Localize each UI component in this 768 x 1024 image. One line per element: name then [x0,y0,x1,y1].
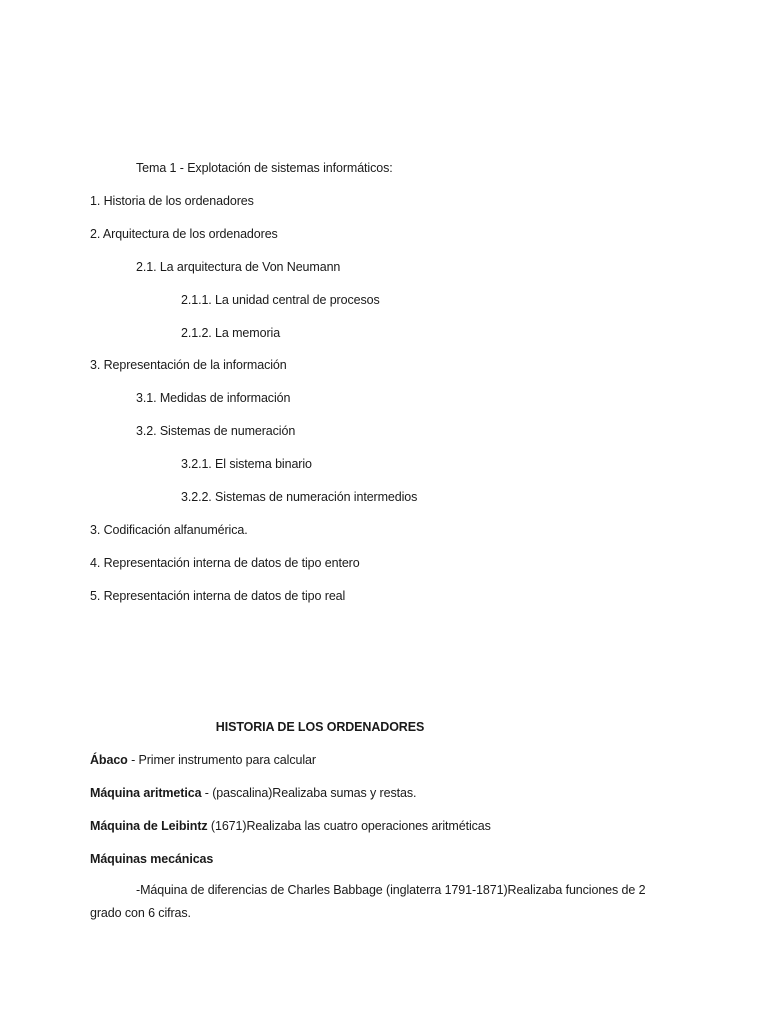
toc-title: Tema 1 - Explotación de sistemas informáticos: [136,161,393,175]
entry-term: Máquinas mecánicas [90,852,214,866]
entry-term: Máquina de Leibintz [90,819,208,833]
toc-item-5: 5. Representación interna de datos de tipo real [90,589,346,603]
entry-abaco [90,752,316,768]
toc-item-3: 3. Representación de la información [90,358,287,372]
entry-maquina-leibintz [90,818,491,834]
toc-item-3-2: 3.2. Sistemas de numeración [136,424,296,438]
entry-maquina-aritmetica [90,785,416,801]
toc-item-3-2-1: 3.2.1. El sistema binario [181,457,312,471]
entry-term: Máquina aritmetica [90,786,202,800]
toc-item-3-1: 3.1. Medidas de información [136,391,291,405]
entry-term: Ábaco [90,753,128,767]
entry-desc: - Primer instrumento para calcular [127,753,316,767]
toc-item-2-1-2: 2.1.2. La memoria [181,326,281,340]
toc-item-2-1-1: 2.1.1. La unidad central de procesos [181,293,380,307]
toc-item-codificacion: 3. Codificación alfanumérica. [90,523,248,537]
toc-item-3-2-2: 3.2.2. Sistemas de numeración intermedios [181,490,418,504]
entry-desc: - (pascalina)Realizaba sumas y restas. [201,786,417,800]
section-heading: HISTORIA DE LOS ORDENADORES [215,720,425,734]
babbage-paragraph: -Máquina de diferencias de Charles Babbage (inglaterra 1791-1871)Realizaba funciones de 2 grado con 6 cifras. [90,883,646,920]
toc-item-2: 2. Arquitectura de los ordenadores [90,227,278,241]
toc-item-4: 4. Representación interna de datos de tipo entero [90,556,360,570]
toc-item-2-1: 2.1. La arquitectura de Von Neumann [136,260,341,274]
entry-desc: (1671)Realizaba las cuatro operaciones aritméticas [207,819,491,833]
toc-item-1: 1. Historia de los ordenadores [90,194,254,208]
entry-maquinas-mecanicas [90,851,213,867]
